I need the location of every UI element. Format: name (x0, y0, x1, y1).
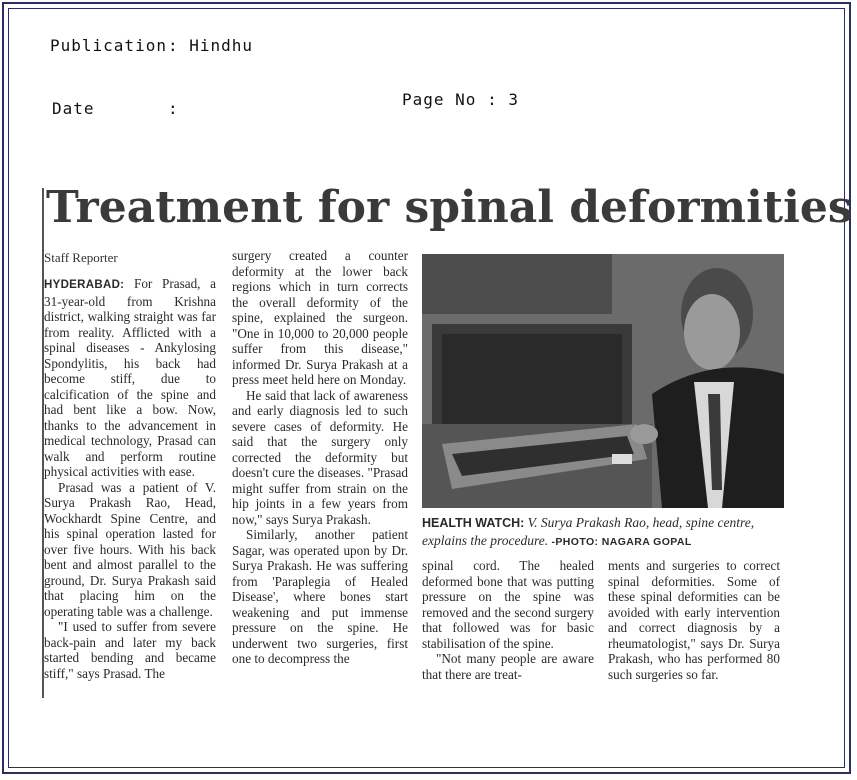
col2-paragraph-2: He said that lack of awareness and early diagnosis led to such severe cases of deformity. He said that the surgery only corrected the deformity but doesn't cure the diseases. "Prasad might suffer from strain on the hip joints in a few years from now," says Surya Prakash. (232, 387, 408, 527)
col3-paragraph-2: "Not many people are aware that there are treat- (422, 651, 594, 682)
col3-paragraph-1: spinal cord. The healed deformed bone that was putting pressure on the spine was removed and the second surgery that followed was for basic stabilisation of the spine. (422, 558, 594, 651)
newspaper-clipping (36, 178, 853, 700)
date-value: : (168, 99, 179, 118)
article-column-3 (422, 558, 594, 682)
article-column-2 (232, 248, 408, 667)
article-dateline: HYDERABAD: (44, 279, 125, 291)
col1-paragraph-2: Prasad was a patient of V. Surya Prakash Rao, Head, Wockhardt Spine Centre, and his spinal operation lasted for over five hours. With his back bent and almost parallel to the ground, Dr. Surya Prakash said that placing him on the operating table was a challenge. (44, 479, 216, 619)
col2-paragraph-1: surgery created a counter deformity at the lower back regions which in turn corrects the overall deformity of the spine, explained the surgeon. "One in 10,000 to 20,000 people suffer from this disease," informed Dr. Surya Prakash at a press meet held here on Monday. (232, 248, 408, 387)
col4-paragraph-1: ments and surgeries to correct spinal deformities. Some of these spinal deformities can be avoided with early intervention and correct diagnosis by a rheumatologist," says Dr. Surya Prakash, who has performed 80 such surgeries so far. (608, 558, 780, 682)
article-column-4 (608, 558, 780, 682)
publication-value: : Hindhu (168, 36, 254, 55)
article-byline: Staff Reporter (44, 250, 118, 265)
photo-illustration (422, 254, 784, 508)
caption-label: HEALTH WATCH: (422, 516, 525, 530)
publication-label: Publication (50, 36, 167, 55)
col1-paragraph-3: "I used to suffer from severe back-pain and later my back started bending and became stiff," says Prasad. The (44, 619, 216, 681)
article-column-1 (44, 276, 216, 681)
article-photo (422, 254, 784, 508)
page-number: Page No : 3 (402, 90, 519, 109)
caption-text: V. Surya Prakash Rao, head, spine centre, explains the procedure. (422, 515, 755, 548)
photo-caption (422, 514, 784, 551)
col2-paragraph-3: Similarly, another patient Sagar, was operated upon by Dr. Surya Prakash. He was suffering from 'Paraplegia of Healed Disease', where bones start weakening and put immense pressure on the spine. He underwent two surgeries, first one to decompress the (232, 527, 408, 666)
col1-paragraph-1: HYDERABAD: For Prasad, a 31-year-old from Krishna district, walking straight was far from reality. Afflicted with a spinal diseases - Ankylosing Spondylitis, his back had become stiff, due to calcification of the spine and had bent like a bow. Now, thanks to the advancement in medical technology, Prasad can walk and perform routine physical activities with ease. (44, 276, 216, 479)
date-label: Date (52, 99, 95, 118)
photo-credit: -PHOTO: NAGARA GOPAL (551, 536, 692, 548)
article-headline: Treatment for spinal deformities (46, 182, 853, 233)
